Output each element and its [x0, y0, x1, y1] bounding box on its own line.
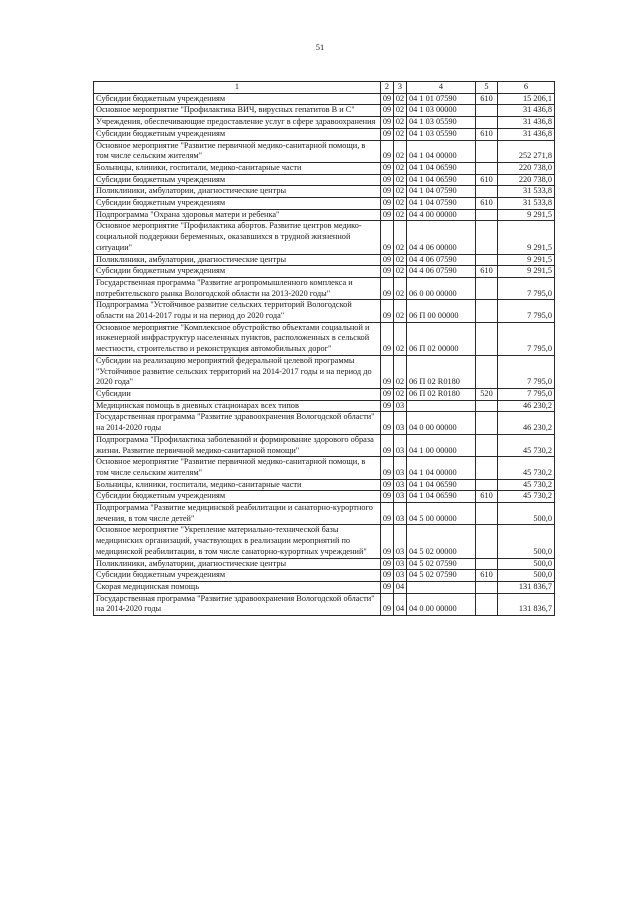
table-row	[94, 570, 555, 582]
cell-amount: 9 291,5	[498, 209, 555, 221]
cell-subsection: 02	[394, 388, 407, 400]
cell-target-article: 04 0 00 00000	[407, 593, 476, 615]
table-row	[94, 388, 555, 400]
cell-subsection: 03	[394, 479, 407, 491]
cell-expense-type	[476, 117, 498, 129]
table-row	[94, 209, 555, 221]
table-row	[94, 221, 555, 254]
cell-subsection: 03	[394, 503, 407, 525]
header-cell-section: 2	[381, 82, 394, 94]
cell-target-article: 04 5 02 00000	[407, 525, 476, 558]
cell-subsection: 03	[394, 457, 407, 479]
cell-section: 09	[381, 209, 394, 221]
cell-target-article: 04 1 03 05590	[407, 117, 476, 129]
cell-name: Основное мероприятие "Развитие первичной медико-санитарной помощи, в том числе сельским жителям"	[94, 140, 381, 162]
table-row	[94, 140, 555, 162]
cell-section: 09	[381, 322, 394, 355]
cell-section: 09	[381, 479, 394, 491]
table-row	[94, 581, 555, 593]
table-row	[94, 525, 555, 558]
table-row	[94, 117, 555, 129]
cell-section: 09	[381, 355, 394, 388]
cell-amount: 7 795,0	[498, 300, 555, 322]
cell-subsection: 02	[394, 198, 407, 210]
cell-target-article: 04 1 04 00000	[407, 140, 476, 162]
cell-target-article: 04 5 02 07590	[407, 570, 476, 582]
cell-name: Подпрограмма "Охрана здоровья матери и ребенка"	[94, 209, 381, 221]
cell-expense-type: 610	[476, 174, 498, 186]
cell-name: Государственная программа "Развитие здравоохранения Вологодской области" на 2014-2020 годы	[94, 412, 381, 434]
cell-name: Субсидии бюджетным учреждениям	[94, 174, 381, 186]
cell-amount: 500,0	[498, 558, 555, 570]
cell-section: 09	[381, 570, 394, 582]
cell-subsection: 02	[394, 266, 407, 278]
cell-subsection: 02	[394, 209, 407, 221]
cell-expense-type	[476, 525, 498, 558]
cell-name: Поликлиники, амбулатории, диагностические центры	[94, 186, 381, 198]
cell-name: Поликлиники, амбулатории, диагностические центры	[94, 558, 381, 570]
cell-expense-type	[476, 221, 498, 254]
cell-target-article: 04 5 00 00000	[407, 503, 476, 525]
cell-name: Субсидии	[94, 388, 381, 400]
table-row	[94, 198, 555, 210]
header-cell-amount: 6	[498, 82, 555, 94]
cell-target-article: 04 1 01 07590	[407, 93, 476, 105]
cell-subsection: 03	[394, 491, 407, 503]
cell-name: Поликлиники, амбулатории, диагностические центры	[94, 254, 381, 266]
table-row	[94, 593, 555, 615]
table-row	[94, 186, 555, 198]
cell-expense-type: 610	[476, 491, 498, 503]
cell-expense-type	[476, 322, 498, 355]
cell-section: 09	[381, 140, 394, 162]
page-number: 51	[315, 42, 325, 52]
table-row	[94, 277, 555, 299]
cell-subsection: 02	[394, 254, 407, 266]
cell-subsection: 03	[394, 570, 407, 582]
cell-target-article: 04 1 04 06590	[407, 174, 476, 186]
table-row	[94, 355, 555, 388]
table-row	[94, 128, 555, 140]
cell-section: 09	[381, 117, 394, 129]
cell-expense-type: 610	[476, 128, 498, 140]
cell-name: Больницы, клиники, госпитали, медико-санитарные части	[94, 162, 381, 174]
cell-name: Субсидии бюджетным учреждениям	[94, 198, 381, 210]
cell-subsection: 03	[394, 434, 407, 456]
cell-target-article: 06 П 02 R0180	[407, 388, 476, 400]
cell-target-article: 06 П 00 00000	[407, 300, 476, 322]
table-row	[94, 457, 555, 479]
cell-amount: 31 436,8	[498, 128, 555, 140]
cell-amount: 45 730,2	[498, 491, 555, 503]
cell-section: 09	[381, 558, 394, 570]
table-row	[94, 254, 555, 266]
cell-expense-type: 610	[476, 93, 498, 105]
cell-amount: 9 291,5	[498, 221, 555, 254]
cell-expense-type	[476, 300, 498, 322]
table-row	[94, 434, 555, 456]
table-row	[94, 105, 555, 117]
cell-section: 09	[381, 300, 394, 322]
cell-name: Субсидии бюджетным учреждениям	[94, 128, 381, 140]
cell-target-article: 04 1 04 06590	[407, 479, 476, 491]
cell-subsection: 02	[394, 355, 407, 388]
cell-subsection: 02	[394, 93, 407, 105]
cell-expense-type	[476, 355, 498, 388]
cell-target-article: 04 1 04 00000	[407, 457, 476, 479]
cell-expense-type	[476, 162, 498, 174]
cell-expense-type	[476, 503, 498, 525]
cell-section: 09	[381, 174, 394, 186]
cell-section: 09	[381, 221, 394, 254]
cell-section: 09	[381, 186, 394, 198]
cell-amount: 500,0	[498, 525, 555, 558]
cell-target-article: 04 1 03 05590	[407, 128, 476, 140]
cell-name: Субсидии бюджетным учреждениям	[94, 570, 381, 582]
cell-name: Подпрограмма "Развитие медицинской реабилитации и санаторно-курортного лечения, в том числе детей"	[94, 503, 381, 525]
cell-amount: 46 230,2	[498, 400, 555, 412]
budget-table	[93, 81, 555, 616]
cell-amount: 46 230,2	[498, 412, 555, 434]
cell-expense-type	[476, 479, 498, 491]
cell-name: Скорая медицинская помощь	[94, 581, 381, 593]
table-header-row	[94, 82, 555, 94]
cell-name: Основное мероприятие "Укрепление материально-технической базы медицинских организаций, участвующих в реализации мероприятий по медицинской реабилитации, в том числе санаторно-курортных учреждений"	[94, 525, 381, 558]
cell-name: Государственная программа "Развитие агропромышленного комплекса и потребительского рынка Вологодской области на 2013-2020 годы"	[94, 277, 381, 299]
cell-expense-type: 520	[476, 388, 498, 400]
cell-section: 09	[381, 105, 394, 117]
cell-subsection: 02	[394, 140, 407, 162]
cell-target-article: 04 4 06 07590	[407, 254, 476, 266]
cell-amount: 31 533,8	[498, 198, 555, 210]
cell-target-article: 04 1 03 00000	[407, 105, 476, 117]
cell-section: 09	[381, 593, 394, 615]
cell-name: Основное мероприятие "Развитие первичной медико-санитарной помощи, в том числе сельским жителям"	[94, 457, 381, 479]
cell-subsection: 02	[394, 128, 407, 140]
table-row	[94, 266, 555, 278]
cell-amount: 7 795,0	[498, 322, 555, 355]
cell-amount: 252 271,8	[498, 140, 555, 162]
cell-section: 09	[381, 434, 394, 456]
cell-section: 09	[381, 162, 394, 174]
cell-subsection: 02	[394, 277, 407, 299]
cell-amount: 500,0	[498, 570, 555, 582]
cell-name: Подпрограмма "Устойчивое развитие сельских территорий Вологодской области на 2014-2017 годы и на период до 2020 года"	[94, 300, 381, 322]
cell-amount: 45 730,2	[498, 457, 555, 479]
cell-expense-type	[476, 400, 498, 412]
cell-subsection: 02	[394, 162, 407, 174]
cell-section: 09	[381, 93, 394, 105]
cell-section: 09	[381, 254, 394, 266]
table-row	[94, 174, 555, 186]
table-row	[94, 503, 555, 525]
cell-section: 09	[381, 525, 394, 558]
cell-amount: 45 730,2	[498, 434, 555, 456]
cell-target-article: 04 5 02 07590	[407, 558, 476, 570]
cell-section: 09	[381, 503, 394, 525]
cell-section: 09	[381, 277, 394, 299]
table-row	[94, 491, 555, 503]
cell-amount: 500,0	[498, 503, 555, 525]
cell-target-article: 04 4 06 00000	[407, 221, 476, 254]
cell-expense-type	[476, 209, 498, 221]
cell-target-article: 04 1 04 07590	[407, 186, 476, 198]
header-cell-name: 1	[94, 82, 381, 94]
cell-expense-type	[476, 593, 498, 615]
cell-subsection: 04	[394, 581, 407, 593]
cell-expense-type: 610	[476, 570, 498, 582]
cell-name: Учреждения, обеспечивающие предоставление услуг в сфере здравоохранения	[94, 117, 381, 129]
cell-name: Основное мероприятие "Комплексное обустройство объектами социальной и инженерной инфраструктур населенных пунктов, расположенных в сельской местности, строительство и реконструкция автомобильных дорог"	[94, 322, 381, 355]
cell-subsection: 02	[394, 221, 407, 254]
cell-subsection: 03	[394, 400, 407, 412]
cell-name: Подпрограмма "Профилактика заболеваний и формирование здорового образа жизни. Развитие первичной медико-санитарной помощи"	[94, 434, 381, 456]
cell-target-article: 04 1 04 07590	[407, 198, 476, 210]
cell-name: Субсидии на реализацию мероприятий федеральной целевой программы "Устойчивое развитие сельских территорий на 2014-2017 годы и на период до 2020 года"	[94, 355, 381, 388]
cell-subsection: 02	[394, 186, 407, 198]
cell-subsection: 03	[394, 525, 407, 558]
cell-expense-type: 610	[476, 198, 498, 210]
cell-amount: 220 738,0	[498, 174, 555, 186]
cell-section: 09	[381, 128, 394, 140]
cell-amount: 7 795,0	[498, 277, 555, 299]
cell-target-article	[407, 581, 476, 593]
cell-target-article: 04 1 04 06590	[407, 162, 476, 174]
cell-target-article: 04 4 00 00000	[407, 209, 476, 221]
cell-subsection: 02	[394, 174, 407, 186]
cell-name: Больницы, клиники, госпитали, медико-санитарные части	[94, 479, 381, 491]
cell-subsection: 02	[394, 300, 407, 322]
cell-expense-type	[476, 434, 498, 456]
cell-subsection: 02	[394, 105, 407, 117]
cell-target-article: 06 П 02 R0180	[407, 355, 476, 388]
cell-subsection: 04	[394, 593, 407, 615]
cell-amount: 31 436,8	[498, 117, 555, 129]
cell-name: Субсидии бюджетным учреждениям	[94, 93, 381, 105]
cell-target-article	[407, 400, 476, 412]
table-row	[94, 412, 555, 434]
cell-subsection: 03	[394, 412, 407, 434]
cell-name: Субсидии бюджетным учреждениям	[94, 266, 381, 278]
table-row	[94, 558, 555, 570]
cell-expense-type	[476, 105, 498, 117]
table-row	[94, 400, 555, 412]
cell-amount: 31 436,8	[498, 105, 555, 117]
table-row	[94, 479, 555, 491]
cell-name: Государственная программа "Развитие здравоохранения Вологодской области" на 2014-2020 годы	[94, 593, 381, 615]
cell-target-article: 04 0 00 00000	[407, 412, 476, 434]
cell-expense-type	[476, 412, 498, 434]
cell-section: 09	[381, 581, 394, 593]
cell-amount: 9 291,5	[498, 254, 555, 266]
cell-target-article: 04 1 04 06590	[407, 491, 476, 503]
cell-name: Основное мероприятие "Профилактика абортов. Развитие центров медико-социальной поддержки беременных, оказавшихся в трудной жизненной ситуации"	[94, 221, 381, 254]
cell-name: Субсидии бюджетным учреждениям	[94, 491, 381, 503]
cell-expense-type: 610	[476, 266, 498, 278]
cell-name: Медицинская помощь в дневных стационарах всех типов	[94, 400, 381, 412]
table-row	[94, 300, 555, 322]
cell-section: 09	[381, 400, 394, 412]
cell-target-article: 06 0 00 00000	[407, 277, 476, 299]
cell-subsection: 02	[394, 117, 407, 129]
cell-target-article: 06 П 02 00000	[407, 322, 476, 355]
cell-expense-type	[476, 140, 498, 162]
cell-amount: 7 795,0	[498, 388, 555, 400]
header-cell-subsection: 3	[394, 82, 407, 94]
header-cell-expense-type: 5	[476, 82, 498, 94]
header-cell-target-article: 4	[407, 82, 476, 94]
cell-amount: 131 836,7	[498, 581, 555, 593]
cell-subsection: 02	[394, 322, 407, 355]
table-row	[94, 93, 555, 105]
cell-amount: 45 730,2	[498, 479, 555, 491]
cell-expense-type	[476, 277, 498, 299]
cell-name: Основное мероприятие "Профилактика ВИЧ, вирусных гепатитов В и С"	[94, 105, 381, 117]
cell-expense-type	[476, 457, 498, 479]
cell-section: 09	[381, 388, 394, 400]
cell-target-article: 04 1 00 00000	[407, 434, 476, 456]
cell-subsection: 03	[394, 558, 407, 570]
table-row	[94, 322, 555, 355]
cell-amount: 220 738,0	[498, 162, 555, 174]
cell-section: 09	[381, 412, 394, 434]
cell-target-article: 04 4 06 07590	[407, 266, 476, 278]
table-row	[94, 162, 555, 174]
cell-section: 09	[381, 457, 394, 479]
cell-amount: 7 795,0	[498, 355, 555, 388]
cell-section: 09	[381, 198, 394, 210]
cell-section: 09	[381, 491, 394, 503]
cell-amount: 15 206,1	[498, 93, 555, 105]
cell-expense-type	[476, 254, 498, 266]
cell-amount: 31 533,8	[498, 186, 555, 198]
cell-expense-type	[476, 558, 498, 570]
cell-amount: 131 836,7	[498, 593, 555, 615]
cell-expense-type	[476, 186, 498, 198]
cell-amount: 9 291,5	[498, 266, 555, 278]
cell-section: 09	[381, 266, 394, 278]
cell-expense-type	[476, 581, 498, 593]
